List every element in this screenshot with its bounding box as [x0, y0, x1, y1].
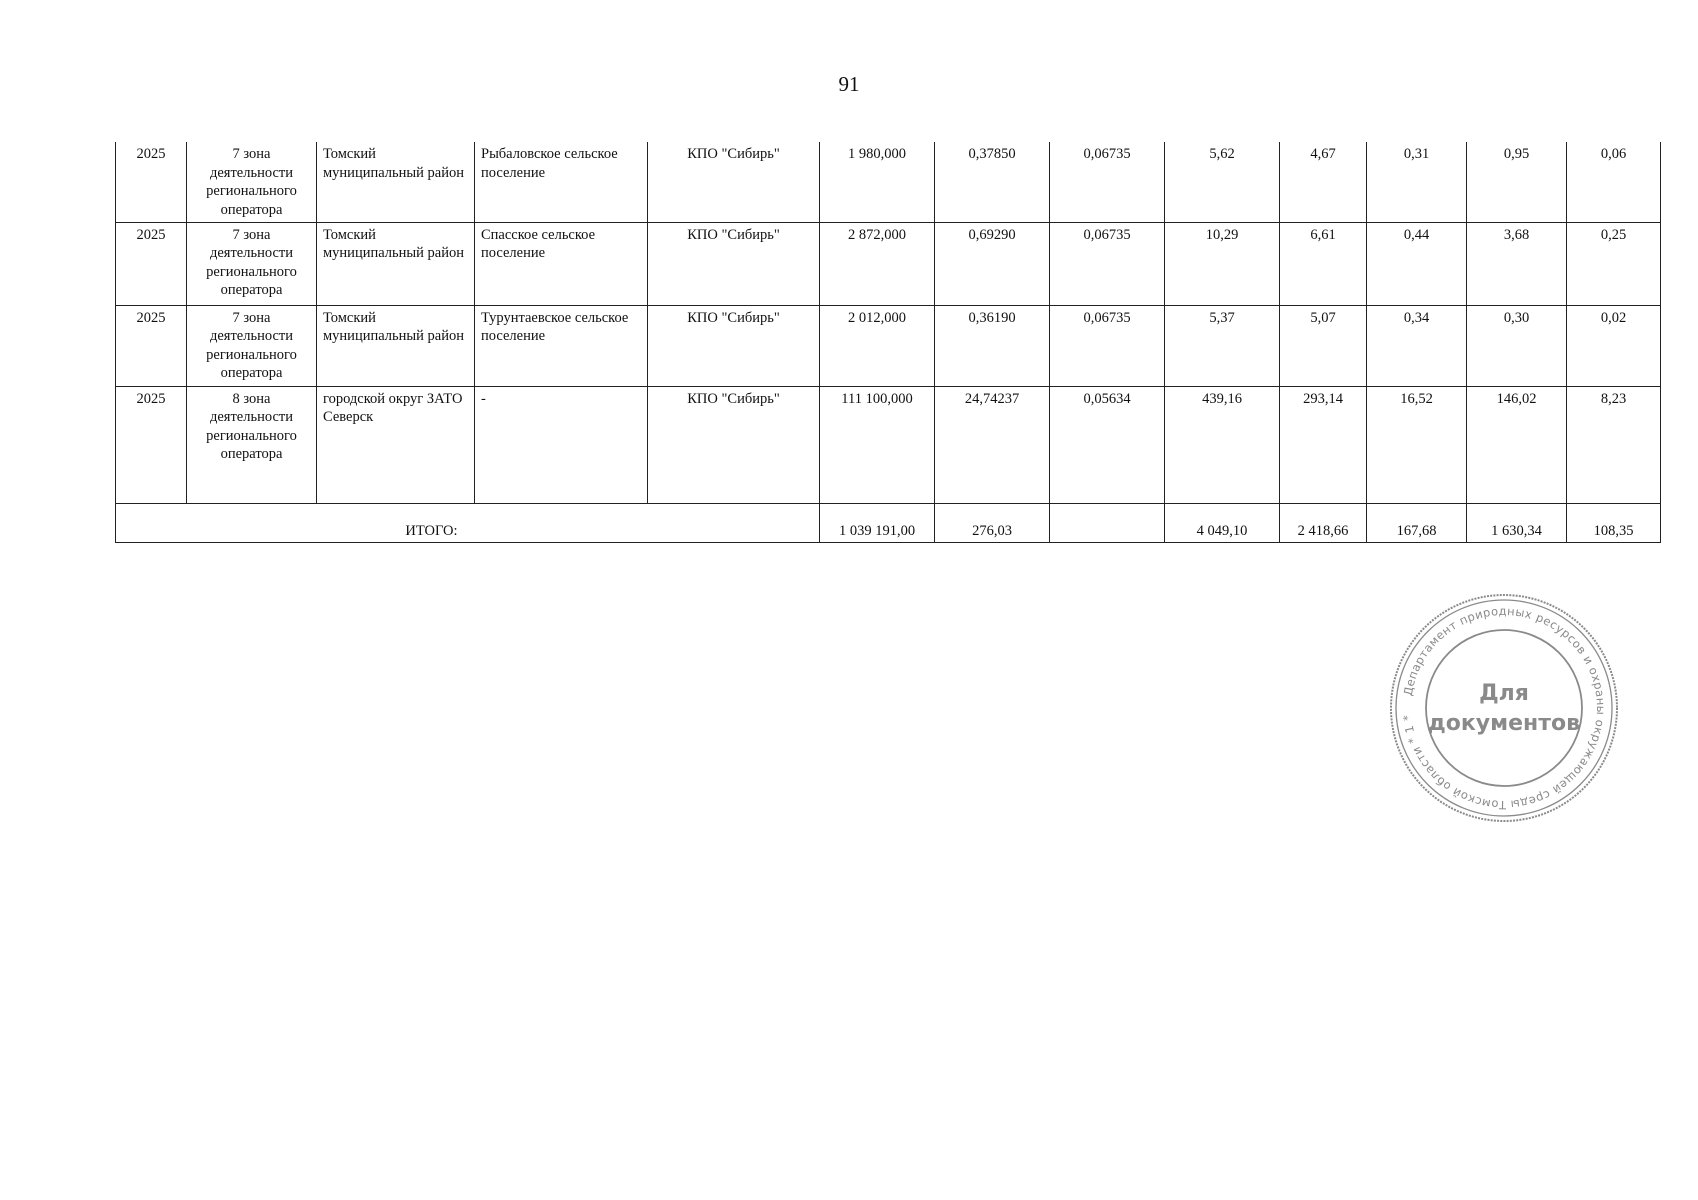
stamp-center-line2: документов: [1427, 711, 1581, 736]
data-table: [115, 142, 1661, 543]
district-cell: Томский муниципальный район: [317, 305, 475, 386]
value-cell: 0,25: [1567, 222, 1661, 305]
value-cell: 5,62: [1165, 142, 1280, 222]
value-cell: 146,02: [1467, 386, 1567, 503]
zone-cell: 7 зона деятельности регионального оператора: [187, 305, 317, 386]
value-cell: 0,06735: [1050, 305, 1165, 386]
value-cell: 0,30: [1467, 305, 1567, 386]
total-label: ИТОГО:: [405, 523, 458, 539]
value-cell: 3,68: [1467, 222, 1567, 305]
year-cell: 2025: [116, 222, 187, 305]
table-row: [116, 305, 1661, 386]
total-value-cell: 2 418,66: [1280, 503, 1367, 542]
value-cell: 0,69290: [935, 222, 1050, 305]
value-cell: 0,31: [1367, 142, 1467, 222]
value-cell: 0,36190: [935, 305, 1050, 386]
total-value-cell: 1 039 191,00: [820, 503, 935, 542]
settlement-cell: -: [475, 386, 648, 503]
total-row: [116, 503, 1661, 542]
settlement-cell: Спасское сельское поселение: [475, 222, 648, 305]
year-cell: 2025: [116, 142, 187, 222]
value-cell: 439,16: [1165, 386, 1280, 503]
value-cell: 2 012,000: [820, 305, 935, 386]
total-value-cell: 4 049,10: [1165, 503, 1280, 542]
total-value-cell: [1050, 503, 1165, 542]
total-value-cell: 1 630,34: [1467, 503, 1567, 542]
total-value-cell: 167,68: [1367, 503, 1467, 542]
total-value-cell: 108,35: [1567, 503, 1661, 542]
total-value-cell: 276,03: [935, 503, 1050, 542]
value-cell: 4,67: [1280, 142, 1367, 222]
value-cell: 111 100,000: [820, 386, 935, 503]
value-cell: 5,37: [1165, 305, 1280, 386]
zone-cell: 7 зона деятельности регионального оператора: [187, 142, 317, 222]
value-cell: 8,23: [1567, 386, 1661, 503]
stamp-center-line1: Для: [1479, 681, 1529, 706]
value-cell: 0,06735: [1050, 142, 1165, 222]
table-body: [116, 142, 1661, 542]
value-cell: 0,02: [1567, 305, 1661, 386]
stamp-ring-text: Департамент природных ресурсов и охраны окружающей среды Томской области * 1 *: [1400, 603, 1609, 813]
value-cell: 2 872,000: [820, 222, 935, 305]
total-label-cell: [116, 503, 820, 542]
year-cell: 2025: [116, 305, 187, 386]
value-cell: 0,95: [1467, 142, 1567, 222]
value-cell: 0,37850: [935, 142, 1050, 222]
operator-cell: КПО "Сибирь": [648, 386, 820, 503]
year-cell: 2025: [116, 386, 187, 503]
operator-cell: КПО "Сибирь": [648, 142, 820, 222]
value-cell: 0,05634: [1050, 386, 1165, 503]
settlement-cell: Турунтаевское сельское поселение: [475, 305, 648, 386]
stamp-rings: [1391, 595, 1617, 821]
value-cell: 293,14: [1280, 386, 1367, 503]
district-cell: городской округ ЗАТО Северск: [317, 386, 475, 503]
operator-cell: КПО "Сибирь": [648, 222, 820, 305]
value-cell: 6,61: [1280, 222, 1367, 305]
district-cell: Томский муниципальный район: [317, 222, 475, 305]
page-number: 91: [838, 72, 860, 96]
operator-cell: КПО "Сибирь": [648, 305, 820, 386]
zone-cell: 8 зона деятельности регионального оператора: [187, 386, 317, 503]
value-cell: 24,74237: [935, 386, 1050, 503]
value-cell: 16,52: [1367, 386, 1467, 503]
settlement-cell: Рыбаловское сельское поселение: [475, 142, 648, 222]
value-cell: 0,06: [1567, 142, 1661, 222]
value-cell: 0,06735: [1050, 222, 1165, 305]
table-row: [116, 142, 1661, 222]
value-cell: 0,34: [1367, 305, 1467, 386]
zone-cell: 7 зона деятельности регионального оператора: [187, 222, 317, 305]
value-cell: 5,07: [1280, 305, 1367, 386]
table-row: [116, 222, 1661, 305]
value-cell: 0,44: [1367, 222, 1467, 305]
table-row: [116, 386, 1661, 503]
district-cell: Томский муниципальный район: [317, 142, 475, 222]
seal-stamp: [1388, 592, 1620, 824]
value-cell: 1 980,000: [820, 142, 935, 222]
value-cell: 10,29: [1165, 222, 1280, 305]
